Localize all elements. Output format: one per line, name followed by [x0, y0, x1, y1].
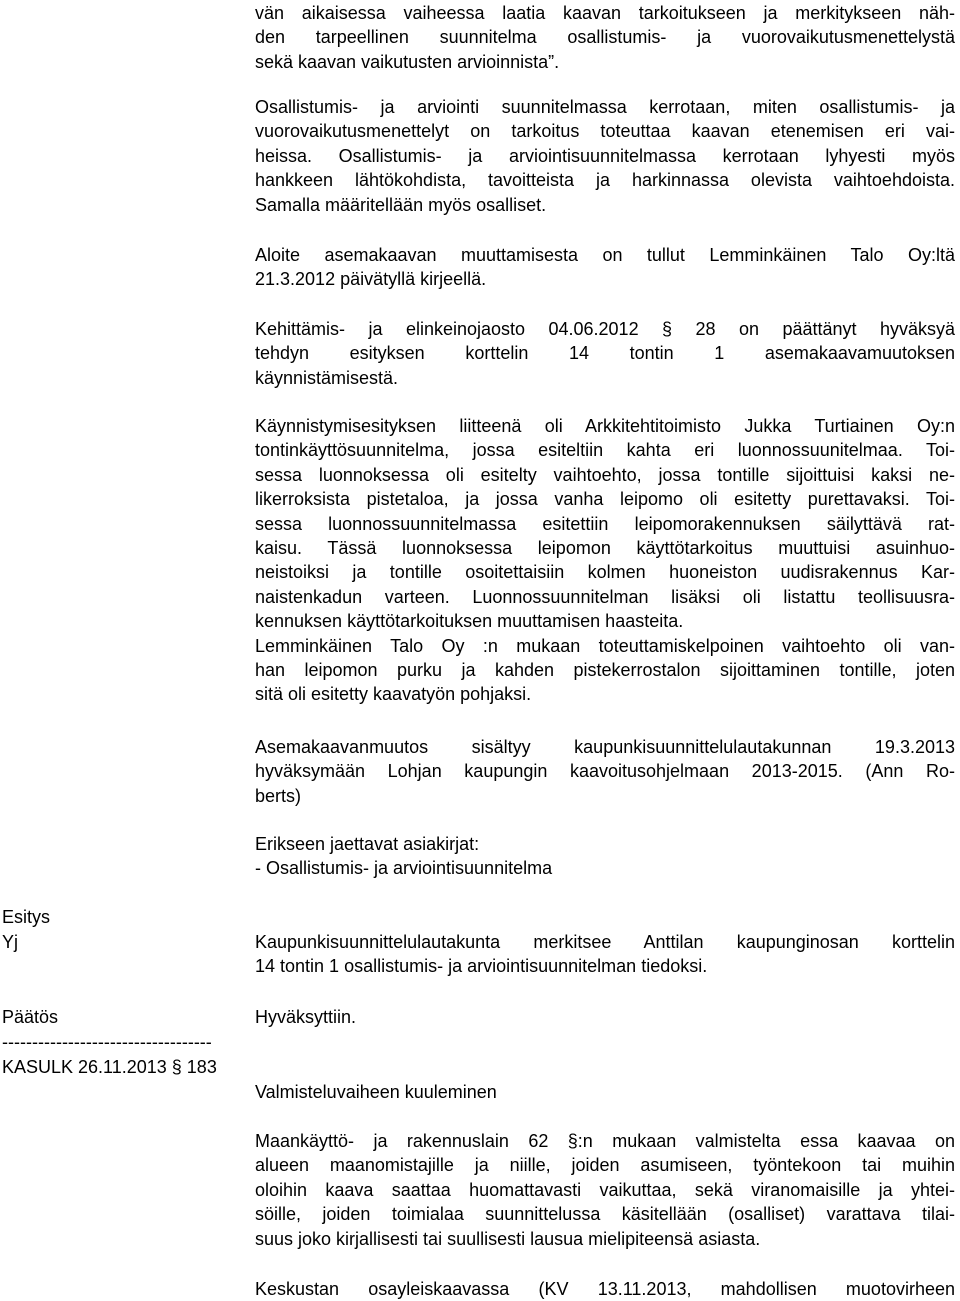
- p4-line: käynnistämisestä.: [255, 368, 399, 388]
- yj-label: Yj: [2, 932, 19, 952]
- p1-line: den tarpeellinen suunnitelma osallistumis- ja vuorovaikutusmenettelystä: [255, 27, 955, 47]
- p8-line: Maankäyttö- ja rakennuslain 62 §:n mukaan valmistelta essa kaavaa on: [255, 1131, 955, 1151]
- p5-line: neistoiksi ja tontille osoitettaisiin kolmen huoneiston uudisrakennus Kar-: [255, 562, 955, 582]
- kasulk-label: KASULK 26.11.2013 § 183: [2, 1057, 217, 1077]
- p8-line: söille, joiden toimialaa suunnittelussa käsitellään (osalliset) varattava tilai-: [255, 1204, 955, 1224]
- p5-line: Lemminkäinen Talo Oy :n mukaan toteuttamiskelpoinen vaihtoehto oli van-: [255, 636, 955, 656]
- p5-line: likerroksista pistetaloa, ja jossa vanha leipomo oli esitetty purettavaksi. Toi-: [255, 489, 955, 509]
- separator-line: -----------------------------------: [2, 1032, 212, 1052]
- p6-line: berts): [255, 786, 302, 806]
- p2-line: Osallistumis- ja arviointi suunnitelmassa kerrotaan, miten osallistumis- ja: [255, 97, 955, 117]
- p7-line: - Osallistumis- ja arviointisuunnitelma: [255, 858, 553, 878]
- p5-line: Käynnistymisesityksen liitteenä oli Arkkitehtitoimisto Jukka Turtiainen Oy:n: [255, 416, 955, 436]
- p2-line: heissa. Osallistumis- ja arviointisuunnitelmassa kerrotaan lyhyesti myös: [255, 146, 955, 166]
- p5-line: kaisu. Tässä luonnoksessa leipomon käyttötarkoitus muuttuisi asuinhuo-: [255, 538, 955, 558]
- p8-line: oloihin kaava saattaa huomattavasti vaikuttaa, sekä viranomaisille ja yhtei-: [255, 1180, 955, 1200]
- p8-line: suus joko kirjallisesti tai suullisesti lausua mielipiteensä asiasta.: [255, 1229, 761, 1249]
- p2-line: Samalla määritellään myös osalliset.: [255, 195, 547, 215]
- section-title: Valmisteluvaiheen kuuleminen: [255, 1082, 497, 1102]
- esitys-label: Esitys: [2, 907, 51, 927]
- p9-line: Keskustan osayleiskaavassa (KV 13.11.2013, mahdollisen muotovirheen: [255, 1279, 955, 1299]
- p6-line: hyväksymään Lohjan kaupungin kaavoitusohjelmaan 2013-2015. (Ann Ro-: [255, 761, 955, 781]
- esitys-line: 14 tontin 1 osallistumis- ja arviointisuunnitelman tiedoksi.: [255, 956, 708, 976]
- p3-line: Aloite asemakaavan muuttamisesta on tullut Lemminkäinen Talo Oy:ltä: [255, 245, 955, 265]
- p5-line: sessa luonnossuunnitelmassa esitettiin leipomorakennuksen säilyttävä rat-: [255, 514, 955, 534]
- paatos-text: Hyväksyttiin.: [255, 1007, 357, 1027]
- p8-line: alueen maanomistajille ja niille, joiden asumiseen, työntekoon tai muihin: [255, 1155, 955, 1175]
- p5-line: han leipomon purku ja kahden pistekerrostalon sijoittaminen tontille, joten: [255, 660, 955, 680]
- esitys-line: Kaupunkisuunnittelulautakunta merkitsee Anttilan kaupunginosan korttelin: [255, 932, 955, 952]
- paatos-label: Päätös: [2, 1007, 59, 1027]
- p2-line: vuorovaikutusmenettelyt on tarkoitus toteuttaa kaavan etenemisen eri vai-: [255, 121, 955, 141]
- p5-line: sitä oli esitetty kaavatyön pohjaksi.: [255, 684, 532, 704]
- p4-line: Kehittämis- ja elinkeinojaosto 04.06.2012 § 28 on päättänyt hyväksyä: [255, 319, 955, 339]
- p2-line: hankkeen lähtökohdista, tavoitteista ja harkinnassa olevista vaihtoehdoista.: [255, 170, 955, 190]
- p5-line: kennuksen käyttötarkoituksen muuttamisen haasteita.: [255, 611, 684, 631]
- p5-line: tontinkäyttösuunnitelma, jossa esiteltiin kahta eri luonnossuunitelmaa. Toi-: [255, 440, 955, 460]
- p3-line: 21.3.2012 päivätyllä kirjeellä.: [255, 269, 487, 289]
- p5-line: naistenkadun varteen. Luonnossuunnitelman lisäksi oli listattu teollisuusra-: [255, 587, 955, 607]
- p6-line: Asemakaavanmuutos sisältyy kaupunkisuunnittelulautakunnan 19.3.2013: [255, 737, 955, 757]
- p5-line: sessa luonnoksessa oli esitelty vaihtoehto, jossa tontille sijoittuisi kaksi ne-: [255, 465, 955, 485]
- p1-line: sekä kaavan vaikutusten arvioinnista”.: [255, 52, 560, 72]
- p1-line: vän aikaisessa vaiheessa laatia kaavan tarkoitukseen ja merkitykseen näh-: [255, 3, 955, 23]
- p7-line: Erikseen jaettavat asiakirjat:: [255, 834, 480, 854]
- p4-line: tehdyn esityksen korttelin 14 tontin 1 asemakaavamuutoksen: [255, 343, 955, 363]
